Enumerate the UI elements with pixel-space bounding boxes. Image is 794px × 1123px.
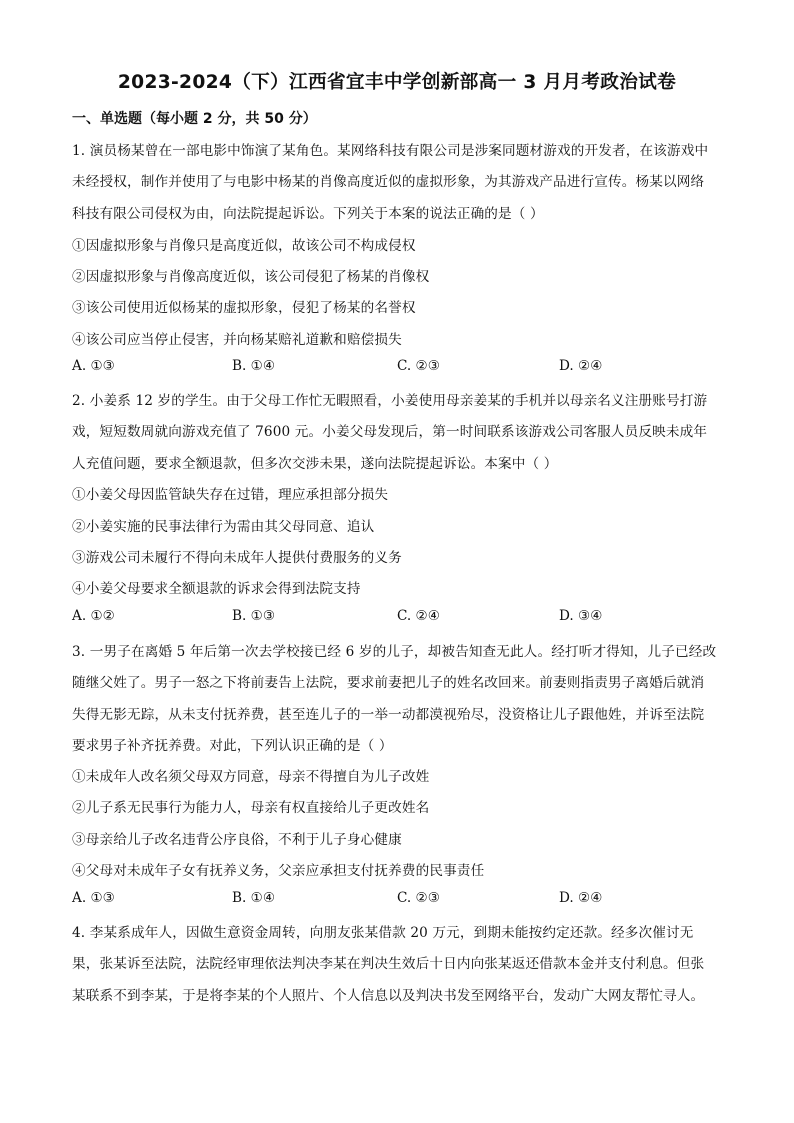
question-4-line-3: 某联系不到李某，于是将李某的个人照片、个人信息以及判决书发至网络平台，发动广大网友帮忙寻人。	[72, 988, 705, 1004]
option-a: A. ①②	[72, 608, 115, 624]
question-1-line-3: 科技有限公司侵权为由，向法院提起诉讼。下列关于本案的说法正确的是（ ）	[72, 206, 544, 222]
question-3-line-1: 3. 一男子在离婚 5 年后第一次去学校接已经 6 岁的儿子，却被告知查无此人。经打听才得知，儿子已经改	[72, 644, 717, 660]
option-c: C. ②④	[397, 608, 440, 624]
option-d: D. ③④	[559, 608, 603, 624]
question-1-line-2: 未经授权，制作并使用了与电影中杨某的肖像高度近似的虚拟形象，为其游戏产品进行宣传。杨某以网络	[72, 174, 705, 190]
option-a: A. ①③	[72, 890, 115, 906]
question-2-item-2: ②小姜实施的民事法律行为需由其父母同意、追认	[72, 519, 375, 535]
option-b: B. ①③	[232, 608, 276, 624]
section-heading: 一、单选题（每小题 2 分，共 50 分）	[72, 111, 317, 127]
question-3-line-3: 失得无影无踪，从未支付抚养费，甚至连儿子的一举一动都漠视殆尽，没资格让儿子跟他姓，并诉至法院	[72, 707, 705, 723]
question-3-line-4: 要求男子补齐抚养费。对此，下列认识正确的是（ ）	[72, 738, 393, 754]
question-4-line-2: 果，张某诉至法院，法院经审理依法判决李某在判决生效后十日内向张某返还借款本金并支付利息。但张	[72, 956, 705, 972]
question-1-item-1: ①因虚拟形象与肖像只是高度近似，故该公司不构成侵权	[72, 238, 416, 254]
option-d: D. ②④	[559, 890, 603, 906]
option-c: C. ②③	[397, 890, 440, 906]
option-d: D. ②④	[559, 358, 603, 374]
question-4-line-1: 4. 李某系成年人，因做生意资金周转，向朋友张某借款 20 万元，到期未能按约定还款。经多次催讨无	[72, 925, 694, 941]
question-3-line-2: 随继父姓了。男子一怒之下将前妻告上法院，要求前妻把儿子的姓名改回来。前妻则指责男子离婚后就消	[72, 675, 705, 691]
option-b: B. ①④	[232, 358, 276, 374]
question-3-item-3: ③母亲给儿子改名违背公序良俗，不利于儿子身心健康	[72, 832, 402, 848]
question-2-line-3: 人充值问题，要求全额退款，但多次交涉未果，遂向法院提起诉讼。本案中（ ）	[72, 456, 558, 472]
question-2-item-1: ①小姜父母因监管缺失存在过错，理应承担部分损失	[72, 487, 389, 503]
question-1-item-2: ②因虚拟形象与肖像高度近似，该公司侵犯了杨某的肖像权	[72, 269, 430, 285]
question-2-line-1: 2. 小姜系 12 岁的学生。由于父母工作忙无暇照看，小姜使用母亲姜某的手机并以母亲名义注册账号打游	[72, 393, 708, 409]
question-1-item-3: ③该公司使用近似杨某的虚拟形象，侵犯了杨某的名誉权	[72, 300, 416, 316]
question-2-item-3: ③游戏公司未履行不得向未成年人提供付费服务的义务	[72, 550, 402, 566]
option-a: A. ①③	[72, 358, 115, 374]
question-3-item-4: ④父母对未成年子女有抚养义务，父亲应承担支付抚养费的民事责任	[72, 863, 485, 879]
option-b: B. ①④	[232, 890, 276, 906]
question-3-item-1: ①未成年人改名须父母双方同意，母亲不得擅自为儿子改姓	[72, 769, 430, 785]
question-1-line-1: 1. 演员杨某曾在一部电影中饰演了某角色。某网络科技有限公司是涉案同题材游戏的开发者，在该游戏中	[72, 143, 709, 159]
question-1-item-4: ④该公司应当停止侵害，并向杨某赔礼道歉和赔偿损失	[72, 332, 402, 348]
question-3-item-2: ②儿子系无民事行为能力人，母亲有权直接给儿子更改姓名	[72, 800, 430, 816]
option-c: C. ②③	[397, 358, 440, 374]
question-2-item-4: ④小姜父母要求全额退款的诉求会得到法院支持	[72, 581, 361, 597]
question-2-line-2: 戏，短短数周就向游戏充值了 7600 元。小姜父母发现后，第一时间联系该游戏公司客服人员反映未成年	[72, 424, 708, 440]
exam-title: 2023-2024（下）江西省宜丰中学创新部高一 3 月月考政治试卷	[117, 72, 677, 93]
